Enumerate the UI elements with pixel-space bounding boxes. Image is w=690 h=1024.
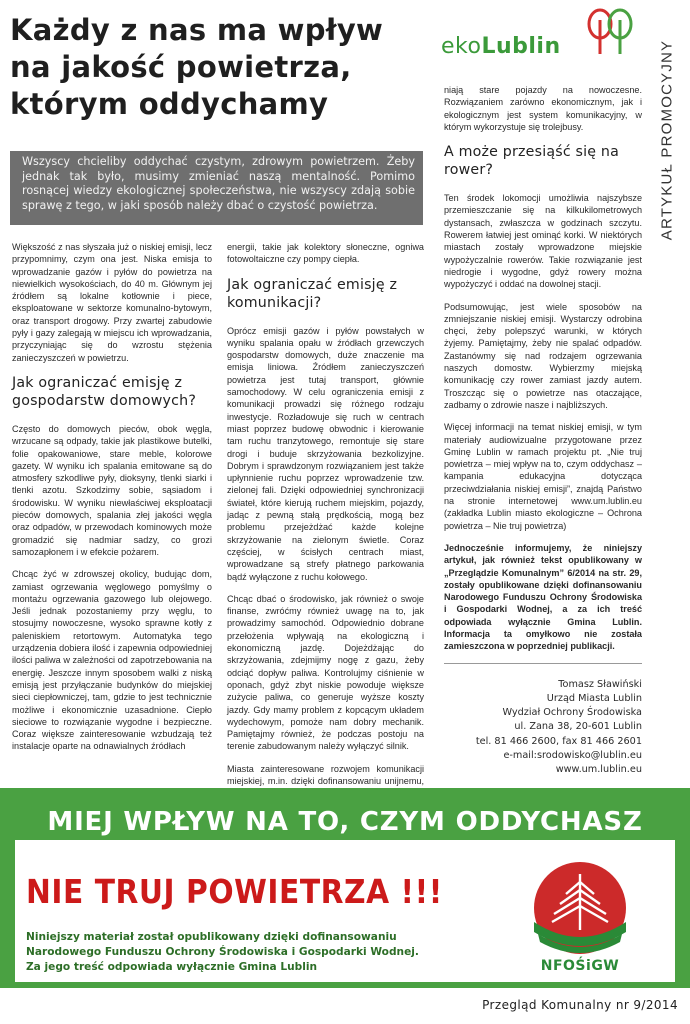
nfosigw-emblem-icon bbox=[530, 860, 630, 956]
promo-side-tag-text: ARTYKUŁ PROMOCYJNY bbox=[658, 39, 676, 241]
paragraph: Większość z nas słyszała już o niskiej emisji, lecz przypomnimy, czym ona jest. Niska emisja to wprowadzanie gazów i pyłów do powietrza na niewielkich wysokościach, do 40 m. Głównym jej źródłem są lokalne kotłownie i piece, eksploatowane w sektorze komunalno-bytowym, oraz transport drogowy. Przy zwartej zabudowie pyły i gazy zalegają w miejscu ich wprowadzania, przyczyniając się do wzrostu stężenia zanieczyszczeń w powietrzu. bbox=[12, 242, 212, 363]
contact-block bbox=[444, 678, 642, 778]
contact-name: Tomasz Sławiński bbox=[558, 678, 642, 690]
contact-dept: Wydział Ochrony Środowiska bbox=[502, 707, 642, 719]
contact-phone: tel. 81 466 2600, fax 81 466 2601 bbox=[475, 735, 642, 747]
paragraph: Chcąc żyć w zdrowszej okolicy, budując dom, zamiast ogrzewania węglowego pomyślmy o montażu ogrzewania gazowego lub olejowego. Jeśli jednak pozostaniemy przy węglu, to stosujmy nowoczesne, wysoko sprawne kotły z paleniskiem retortowym. Automatyka tego urządzenia dobiera ilość i zapewnia odpowiedniej ilości paliwa w zależności od zapotrzebowania na energię. Jeszcze innym sposobem walki z niską emisją jest przyłączanie budynków do miejskiej sieci ciepłowniczej, tam, gdzie to jest technicznie możliwe i ekonomicznie uzasadnione. Ciepło sieciowe to rozwiązanie wygodne i bezpieczne. Coraz większe zainteresowanie wzbudzają też instalacje oparte na odnawialnych źródłach bbox=[12, 569, 212, 752]
article-column-1 bbox=[12, 241, 212, 763]
nfosigw-logo bbox=[530, 860, 630, 984]
article-column-2 bbox=[227, 241, 424, 810]
paragraph: Więcej informacji na temat niskiej emisji, w tym materiały audiowizualne przygotowane przez Gminę Lublin w ramach projektu pt. „Nie truj powietrza – miej wpływ na to, czym oddychasz – kampania edukacyjna dotycząca przeciwdziałania niskiej emisji”, znajdą Państwo na stronie internetowej www.um.lublin.eu (zakładka Lublin miasto ekologiczne – Ochrona powietrza – Nie truj powietrza) bbox=[444, 422, 642, 531]
contact-web[interactable]: www.um.lublin.eu bbox=[555, 764, 642, 776]
lead-paragraph: Wszyscy chcieliby oddychać czystym, zdrowym powietrzem. Żeby jednak tak było, musimy zmieniać naszą mentalność. Pomimo rosnącej wiedzy ekologicznej społeczeństwa, nie wszyscy zdają sobie sprawę z tego, w jaki sposób należy dbać o czystość powietrza. bbox=[10, 151, 423, 225]
banner-headline: MIEJ WPŁYW NA TO, CZYM ODDYCHASZ bbox=[47, 807, 643, 837]
logo-name: Lublin bbox=[481, 34, 561, 59]
contact-email[interactable]: e-mail:srodowisko@lublin.eu bbox=[503, 750, 642, 762]
paragraph: Ten środek lokomocji umożliwia najszybsze przemieszczanie się na kilkukilometrowych dystansach, zwłaszcza w godzinach szczytu. Rowerem łatwiej jest ominąć korki. W niektórych miastach zostały wprowadzone miejskie wypożyczalnie rowerów. Takie rozwiązanie jest niedrogie i wygodne, gdyż rowery można wypożyczyć i oddać na dowolnej stacji. bbox=[444, 193, 642, 290]
logo-prefix: eko bbox=[441, 34, 482, 59]
contact-address: ul. Zana 38, 20-601 Lublin bbox=[514, 721, 642, 733]
logo-wordmark bbox=[441, 34, 561, 59]
article-title: Każdy z nas ma wpływ na jakość powietrza, którym oddychamy bbox=[10, 13, 384, 121]
divider bbox=[444, 663, 642, 664]
banner-slogan: NIE TRUJ POWIETRZA !!! bbox=[26, 872, 443, 911]
nfosigw-label: NFOŚiGW bbox=[540, 958, 620, 974]
paragraph: Często do domowych pieców, obok węgla, wrzucane są odpady, takie jak plastikowe butelki, folie opakowaniowe, stare meble, kolorowe gazety. W wyniku ich spalania emitowane są do atmosfery szkodliwe pyły, dioksyny, tlenki siarki i tlenki azotu. Szkodzimy sobie, sąsiadom i środowisku. W wyniku niewłaściwej eksploatacji pieców domowych, spalania złej jakości węgla oraz odpadów, w przewodach kominowych może gromadzić się nadmiar sadzy, co grozi samozapłonem i w efekcie pożarem. bbox=[12, 423, 212, 557]
paragraph: Podsumowując, jest wiele sposobów na zmniejszanie niskiej emisji. Wystarczy odrobina chęci, żeby polepszyć warunki, w których żyjemy. Pamiętajmy, żeby nie spalać odpadów. Zastanówmy się nad rodzajem ogrzewania naszych domostw. Wybierzmy miejską komunikację czy rower zamiast jazdy autem. Troszcząc się o powietrze nas otaczające, zadbamy o zdrowie nasze i najbliższych. bbox=[444, 301, 642, 410]
section-heading: A może przesiąść się na rower? bbox=[444, 144, 620, 179]
promo-side-tag bbox=[650, 14, 684, 266]
notice-paragraph: Jednocześnie informujemy, że niniejszy artykuł, jak również tekst opublikowany w „Przeglądzie Komunalnym” 6/2014 na str. 29, zostały opublikowane dzięki dofinansowaniu Narodowego Funduszu Ochrony Środowiska i Gospodarki Wodnej, a za ich treść odpowiada wyłącznie Gmina Lublin. Informacja ta omyłkowo nie została zamieszczona w poprzedniej publikacji. bbox=[444, 542, 642, 652]
paragraph: Miasta zainteresowane rozwojem komunikacji miejskiej, m.in. dzięki dofinansowaniu unijnemu, bbox=[227, 763, 424, 786]
paragraph: Oprócz emisji gazów i pyłów powstałych w wyniku spalania opału w źródłach grzewczych gospodarstw domowych, duże znaczenie ma emisja liniowa. Źródłem zanieczyszczeń powietrza jest tutaj transport, głównie samochodowy. W celu ograniczenia emisji z komunikacji prowadzi się różnego rodzaju inwestycje. Rozładowuje się ruch w centrach miast poprzez budowę obwodnic i kierowanie tam ruchu tranzytowego, remontuje się stare drogi i buduje skrzyżowania bezkolizyjne. Dobrym i sprawdzonym rozwiązaniem jest także upłynnienie ruchu poprzez wprowadzenie tzw. zielonej fali. Dzięki odpowiedniej synchronizacji świateł, które kierują ruchem miejskim, pojazdy, jadąc z pewną stałą prędkością, mogą bez problemu przejeżdżać każde kolejne skrzyżowanie na zielonym świetle. Coraz częściej, w ścisłych centrach miast, wprowadzane są strefy płatnego parkowania bądź wyłączone z ruchu kołowego. bbox=[227, 325, 424, 582]
paragraph: energii, takie jak kolektory słoneczne, ogniwa fotowoltaiczne czy pompy ciepła. bbox=[227, 242, 424, 265]
contact-org: Urząd Miasta Lublin bbox=[546, 692, 642, 704]
page-footer: Przegląd Komunalny nr 9/2014 bbox=[482, 998, 678, 1012]
leaves-icon bbox=[586, 8, 634, 56]
banner-funding-note: Niniejszy materiał został opublikowany dzięki dofinansowaniu Narodowego Funduszu Ochrony Środowiska i Gospodarki Wodnej. Za jego treść odpowiada wyłącznie Gmina Lublin bbox=[26, 931, 419, 973]
section-heading: Jak ograniczać emisję z komunikacji? bbox=[227, 276, 398, 311]
campaign-banner bbox=[0, 788, 690, 988]
paragraph: niają stare pojazdy na nowoczesne. Rozwiązaniem zarówno ekonomicznym, jak i ekologicznym jest system komunikacyjny, w którym wykorzystuje się trolejbusy. bbox=[444, 85, 642, 132]
section-heading: Jak ograniczać emisję z gospodarstw domowych? bbox=[12, 374, 197, 409]
article-column-3 bbox=[444, 84, 642, 778]
paragraph: Chcąc dbać o środowisko, jak również o swoje finanse, zwróćmy również uwagę na to, jak prowadzimy samochód. Odpowiednio dobrane przełożenia wpływają na ekologiczną i ekonomiczną jazdę. Dojeżdżając do skrzyżowania, zdejmijmy nogę z gazu, żeby odciąć dopływ paliwa. Kontrolujmy ciśnienie w oponach, gdyż zbyt niskie powoduje większe zużycie paliwa, co generuje wyższe koszty jazdy. Gdy mamy problem z kopcącym układem wydechowym, pomoże nam dobry mechanik. Pamiętajmy również, że podczas postoju na terenie zabudowanym należy wyłączyć silnik. bbox=[227, 593, 424, 752]
ekolublin-logo bbox=[440, 8, 640, 70]
